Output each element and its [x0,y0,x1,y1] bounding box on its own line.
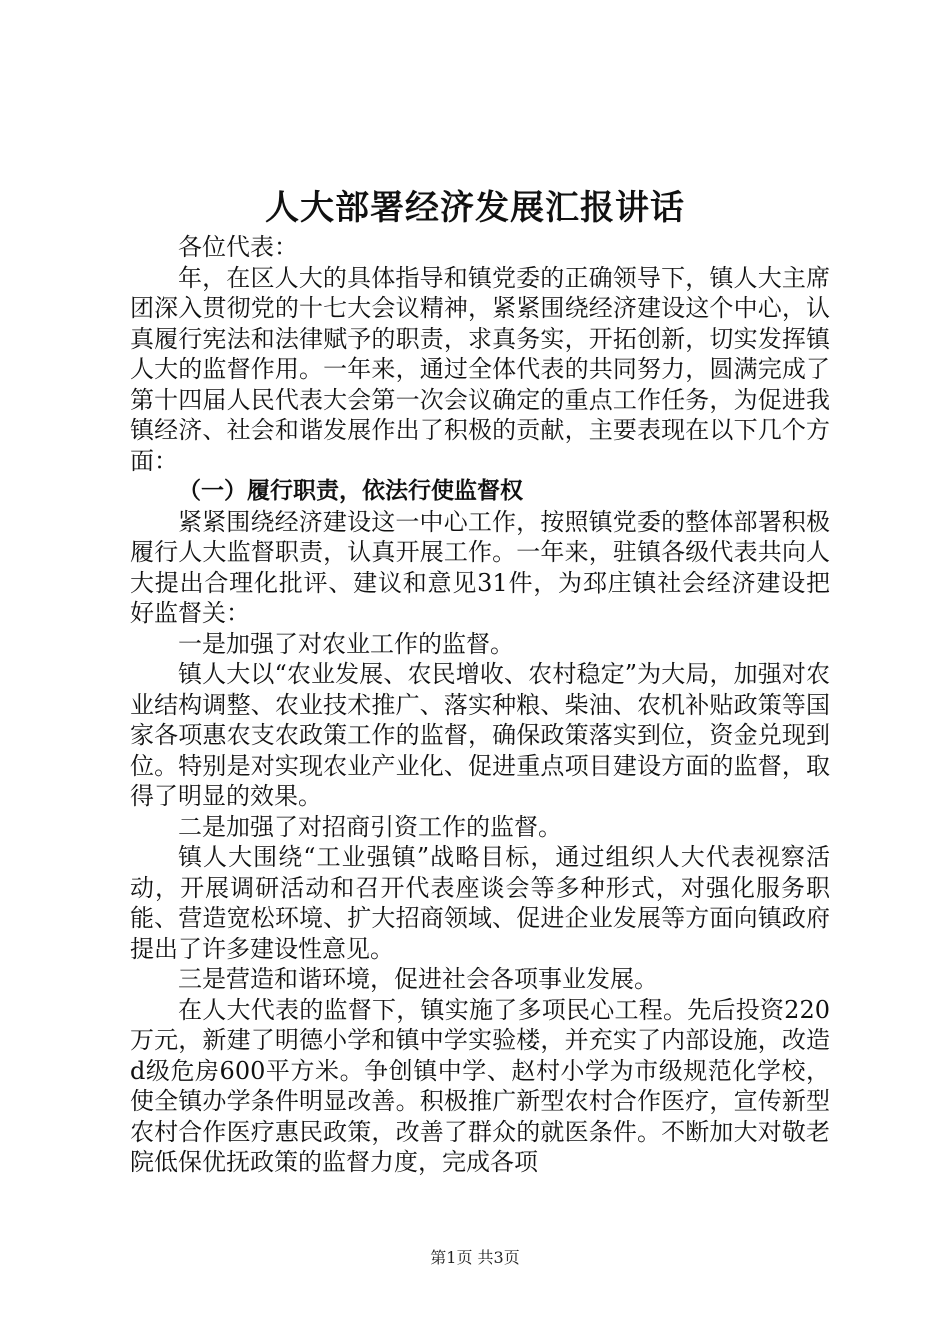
salutation: 各位代表： [178,233,298,261]
document-body [130,232,830,1178]
point-one-heading: 一是加强了对农业工作的监督。 [178,629,514,658]
point-one-paragraph: 镇人大以“农业发展、农民增收、农村稳定”为大局，加强对农业结构调整、农业技术推广、落实种粮、柴油、农机补贴政策等国家各项惠农支农政策工作的监督，确保政策落实到位，资金兑现到位。特别是对实现农业产业化、促进重点项目建设方面的监督，取得了明显的效果。 [130,660,830,810]
section-heading: （一）履行职责，依法行使监督权 [178,478,523,504]
point-three-heading: 三是营造和谐环境，促进社会各项事业发展。 [178,965,658,993]
section-paragraph: 紧紧围绕经济建设这一中心工作，按照镇党委的整体部署积极履行人大监督职责，认真开展工作。一年来，驻镇各级代表共向人大提出合理化批评、建议和意见31件，为邳庄镇社会经济建设把好监督关： [130,507,830,627]
point-two-heading: 二是加强了对招商引资工作的监督。 [178,812,562,841]
point-three-paragraph: 在人大代表的监督下，镇实施了多项民心工程。先后投资220万元，新建了明德小学和镇中学实验楼，并充实了内部设施，改造d级危房600平方米。争创镇中学、赵村小学为市级规范化学校，使全镇办学条件明显改善。积极推广新型农村合作医疗，宣传新型农村合作医疗惠民政策，改善了群众的就医条件。不断加大对敬老院低保优抚政策的监督力度，完成各项 [130,995,830,1176]
intro-paragraph: 年，在区人大的具体指导和镇党委的正确领导下，镇人大主席团深入贯彻党的十七大会议精神，紧紧围绕经济建设这个中心，认真履行宪法和法律赋予的职责，求真务实，开拓创新，切实发挥镇人大的监督作用。一年来，通过全体代表的共同努力，圆满完成了第十四届人民代表大会第一次会议确定的重点工作任务，为促进我镇经济、社会和谐发展作出了积极的贡献，主要表现在以下几个方面： [130,263,830,475]
point-two-paragraph: 镇人大围绕“工业强镇”战略目标，通过组织人大代表视察活动，开展调研活动和召开代表座谈会等多种形式，对强化服务职能、营造宽松环境、扩大招商领域、促进企业发展等方面向镇政府提出了许多建设性意见。 [130,843,830,963]
page-number-footer: 第1页 共3页 [430,1248,520,1267]
document-title: 人大部署经济发展汇报讲话 [265,188,685,228]
